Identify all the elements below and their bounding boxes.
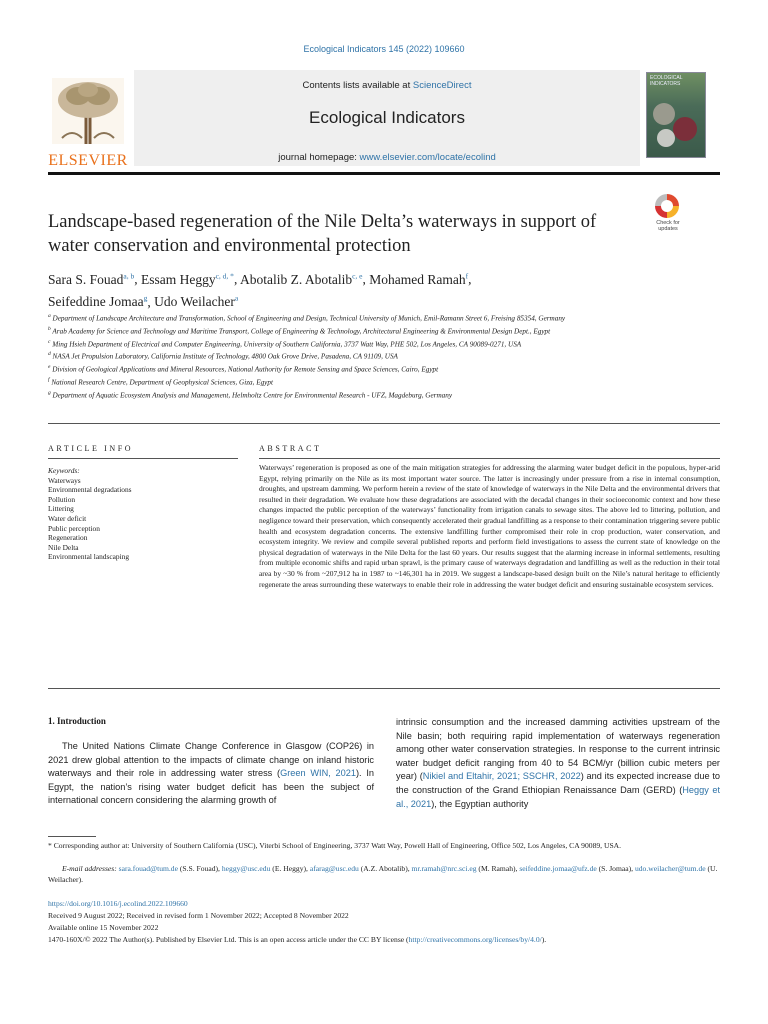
author[interactable]: Essam Heggy$^{c, d, *}$ — [140, 271, 234, 287]
journal-name: Ecological Indicators — [309, 108, 465, 127]
masthead-banner — [134, 70, 640, 166]
license-link[interactable]: http://creativecommons.org/licenses/by/4.0/ — [408, 935, 542, 944]
elsevier-tree-icon — [52, 78, 124, 144]
email-link[interactable]: mr.ramah@nrc.sci.eg — [411, 864, 477, 873]
intro-column-right: intrinsic consumption and the increased damming activities upstream of the Nile basin; both requiring rapid implementation of waterways regeneration among other water conservation strategies. In response to the current intrinsic water budget deficit ranging from 40 to 54 BCM/yr (billion cubic meters per year) (Nikiel and Eltahir, 2021; SSCHR, 2022) and its expected increase due to the construction of the Grand Ethiopian Renaissance Dam (GERD) (Heggy et al., 2021), the Egyptian authority — [396, 717, 720, 809]
affiliation: $^b$ Arab Academy for Science and Technology and Maritime Transport, College of Engineering & Technology, Architectural Engineering & Environmental Design Dept., Egypt — [48, 325, 551, 336]
email-link[interactable]: sara.fouad@tum.de — [118, 864, 178, 873]
elsevier-wordmark: ELSEVIER — [48, 152, 128, 169]
article-info-heading: ARTICLE INFO — [48, 444, 134, 453]
journal-homepage: journal homepage: www.elsevier.com/locate/ecolind — [278, 152, 496, 163]
affiliation: $^a$ Department of Landscape Architecture and Transformation, School of Engineering and Design, Technical University of Munich, Emil-Ramann Street 6, Freising 85354, Germany — [48, 313, 566, 323]
keyword: Public perception — [48, 523, 100, 533]
journal-citation[interactable]: Ecological Indicators 145 (2022) 109660 — [303, 44, 465, 54]
section-divider — [48, 423, 720, 424]
article-info-rule — [48, 458, 238, 459]
keyword: Environmental degradations — [48, 485, 132, 495]
abstract-text: Waterways’ regeneration is proposed as one of the main mitigation strategies for addressing the alarming water budget deficit in the populous, hyper-arid Egypt, relying primarily on the Nile as its most important water source. The latter is increasingly under pressure from a rise in internal consumption, droughts, and upstream damming. We perform herein a review of the state of knowledge of waterways in the Nile Delta and the environmental drivers that resulted in their degradation. We evaluate how these degradations are associated with the decadal changes in their socioeconomic context and how these changes impacted the public perception of the waterways’ functionality from irrigation canals to sewage sites. The above led to littering, pollution, and negligence toward their preservation, which consequently accelerated their gradual landfilling as a response to their contamination triggering severe public health and ecosystem degradation concerns. The extensive landfilling further compromised their role in crop production, water conservation, and ecosystem integrity. We review and compile several published reports and perform field investigations to assess the current state of knowledge on the physical degradation of waterways in the Nile Delta for the last 60 years. Our results suggest that the alarming increase in informal settlements, resulting from multiple economic shifts and rapid urban sprawl, is the primary cause of waterways degradation and landfilling as well as the reduction in their total area by ~30 % from ~207,912 ha in 1987 to ~146,301 ha in 2019. We suggest a landscape-based design built on the Nile’s natural heritage to efficiently regenerate the areas surrounding these waterways to enable their role in addressing the water budget deficit and ensuring sustainable ecosystem services. — [259, 463, 720, 589]
cover-image-blob — [673, 117, 697, 141]
corresponding-author-note: * Corresponding author at: University of Southern California (USC), Viterbi School of Engineering, 3737 Watt Way, Powell Hall of Engineering, Office 502, Los Angeles, CA 90089, USA. — [48, 841, 622, 850]
check-for-updates-badge[interactable] — [648, 194, 688, 234]
citation-link[interactable]: Nikiel and Eltahir, 2021; SSCHR, 2022 — [422, 771, 581, 782]
affiliations — [48, 311, 668, 401]
cover-title: ECOLOGICAL INDICATORS — [650, 75, 683, 87]
affiliation: $^d$ NASA Jet Propulsion Laboratory, California Institute of Technology, 4800 Oak Grove Drive, Pasadena, CA 91109, USA — [48, 351, 398, 361]
doi-link[interactable]: https://doi.org/10.1016/j.ecolind.2022.109660 — [48, 899, 188, 908]
available-online: Available online 15 November 2022 — [48, 923, 159, 932]
journal-masthead — [48, 70, 720, 170]
check-updates-label: Check for updates — [656, 220, 680, 232]
paper-title: Landscape-based regeneration of the Nile Delta’s waterways in support of water conservation and environmental protection — [48, 212, 597, 256]
keyword: Regeneration — [48, 533, 88, 543]
doi-line — [48, 898, 720, 909]
header-rule — [48, 172, 720, 175]
citation-link[interactable]: Heggy et al., 2021 — [396, 784, 720, 809]
abstract-heading: ABSTRACT — [259, 444, 322, 453]
check-updates-icon — [655, 194, 679, 218]
email-addresses: E-mail addresses: sara.fouad@tum.de (S.S. Fouad), heggy@usc.edu (E. Heggy), afarag@usc.edu (A.Z. Abotalib), mr.ramah@nrc.sci.eg (M. Ramah), seifeddine.jomaa@ufz.de (S. Jomaa), udo.weilacher@tum.de (U. Weilacher). — [48, 864, 718, 884]
cover-image-blob — [657, 129, 675, 147]
email-link[interactable]: seifeddine.jomaa@ufz.de — [519, 864, 597, 873]
keywords-block — [48, 466, 238, 562]
citation-link[interactable]: Green WIN, 2021 — [280, 768, 356, 779]
sciencedirect-link[interactable]: ScienceDirect — [412, 80, 472, 91]
keyword: Waterways — [48, 475, 81, 485]
affiliation: $^e$ Division of Geological Applications and Mineral Resources, National Authority for Remote Sensing and Space Sciences, Cairo, Egypt — [48, 364, 439, 374]
author[interactable]: Seifeddine Jomaa$^g$ — [48, 293, 148, 309]
author[interactable]: Udo Weilacher$^a$ — [154, 293, 239, 309]
contents-lists: Contents lists available at ScienceDirect — [302, 80, 472, 91]
author[interactable]: Abotalib Z. Abotalib$^{c, e}$ — [239, 271, 363, 287]
journal-cover-thumbnail[interactable] — [646, 72, 706, 158]
keyword: Nile Delta — [48, 542, 79, 552]
keyword: Environmental landscaping — [48, 552, 130, 562]
keyword: Littering — [48, 504, 74, 514]
affiliation: $^c$ Ming Hsieh Department of Electrical and Computer Engineering, University of Southern California, 3737 Watt Way, PHE 502, Los Angeles, CA 90089-0271, USA — [48, 338, 522, 348]
email-link[interactable]: heggy@usc.edu — [221, 864, 271, 873]
author-list: Sara S. Fouad$^{a, b}$, Essam Heggy$^{c, d, *}$, Abotalib Z. Abotalib$^{c, e}$, Mohamed Ramah$^f$, Seifeddine Jomaa$^g$, Udo Weilacher$^a$ — [48, 271, 472, 309]
email-link[interactable]: udo.weilacher@tum.de — [634, 864, 706, 873]
intro-column-left: The United Nations Climate Change Conference in Glasgow (COP26) in 2021 drew global attention to the impacts of climate change on inland historic waterways and their role in addressing water stress (Green WIN, 2021). In Egypt, the nation’s rising water budget deficit has been the subject of international concern considering the alarming growth of — [48, 741, 375, 806]
cover-image-blob — [653, 103, 675, 125]
author[interactable]: Sara S. Fouad$^{a, b}$ — [48, 271, 135, 287]
keyword: Water deficit — [48, 513, 87, 523]
abstract-bottom-rule — [48, 688, 720, 689]
email-link[interactable]: afarag@usc.edu — [309, 864, 359, 873]
footnote-rule — [48, 836, 96, 837]
affiliation: $^f$ National Research Centre, Department of Geophysical Sciences, Giza, Egypt — [48, 376, 273, 387]
abstract-rule — [259, 458, 720, 459]
elsevier-logo — [48, 74, 128, 169]
received-dates: Received 9 August 2022; Received in revised form 1 November 2022; Accepted 8 November 2022 — [48, 911, 349, 920]
license-line: 1470-160X/© 2022 The Author(s). Published by Elsevier Ltd. This is an open access article under the CC BY license (http://creativecommons.org/licenses/by/4.0/). — [48, 935, 547, 944]
keyword: Pollution — [48, 494, 76, 504]
section-heading: 1. Introduction — [48, 716, 106, 726]
author[interactable]: Mohamed Ramah$^f$ — [369, 271, 469, 287]
journal-homepage-link[interactable]: www.elsevier.com/locate/ecolind — [359, 152, 496, 163]
affiliation: $^g$ Department of Aquatic Ecosystem Analysis and Management, Helmholtz Centre for Environmental Research - UFZ, Magdeburg, Germany — [48, 389, 453, 400]
keywords-label: Keywords: — [48, 466, 80, 475]
